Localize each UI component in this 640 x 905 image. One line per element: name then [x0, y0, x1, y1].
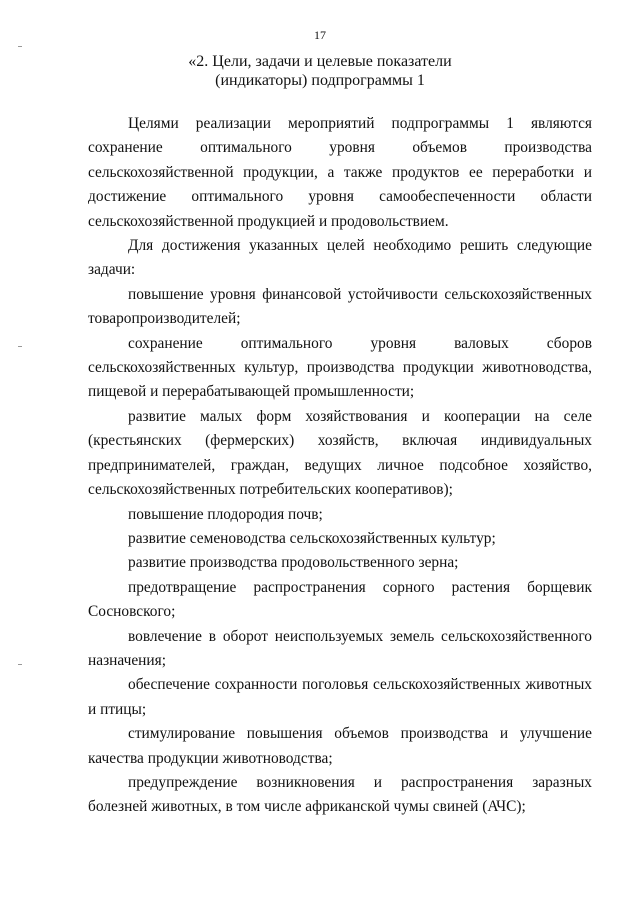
list-item: развитие малых форм хозяйствования и кооперации на селе (крестьянских (фермерских) хозяйств, включая индивидуальных предпринимателей, граждан, ведущих личное подсобное хозяйство, сельскохозяйственных потребительских кооперативов);	[88, 407, 592, 499]
section-heading-line-1: «2. Цели, задачи и целевые показатели	[188, 53, 452, 70]
paragraph: Для достижения указанных целей необходимо решить следующие задачи:	[88, 237, 592, 279]
margin-mark	[18, 664, 22, 665]
list-item: повышение плодородия почв;	[128, 505, 323, 523]
list-item: предупреждение возникновения и распространения заразных болезней животных, в том числе африканской чумы свиней (АЧС);	[88, 773, 592, 816]
list-item: обеспечение сохранности поголовья сельскохозяйственных животных и птицы;	[88, 676, 592, 718]
margin-mark	[18, 346, 22, 347]
section-heading	[150, 52, 490, 90]
list-item: развитие семеноводства сельскохозяйственных культур;	[128, 529, 496, 547]
page-number: 17	[314, 28, 326, 42]
section-heading-line-2: (индикаторы) подпрограммы 1	[215, 72, 425, 89]
margin-mark	[18, 46, 22, 47]
list-item: повышение уровня финансовой устойчивости сельскохозяйственных товаропроизводителей;	[88, 285, 592, 328]
list-item: стимулирование повышения объемов производства и улучшение качества продукции животноводства;	[88, 725, 592, 767]
list-item: предотвращение распространения сорного растения борщевик Сосновского;	[88, 578, 592, 621]
list-item: сохранение оптимального уровня валовых сборов сельскохозяйственных культур, производства продукции животноводства, пищевой и перерабатывающей промышленности;	[88, 334, 592, 401]
list-item: вовлечение в оборот неиспользуемых земель сельскохозяйственного назначения;	[88, 627, 592, 669]
list-item: развитие производства продовольственного зерна;	[128, 554, 459, 572]
paragraph: Целями реализации мероприятий подпрограммы 1 являются сохранение оптимального уровня объемов производства сельскохозяйственной продукции, а также продуктов ее переработки и достижение оптимального уровня самообеспеченности области сельскохозяйственной продукцией и продовольствием.	[88, 115, 592, 230]
document-body	[88, 112, 592, 820]
